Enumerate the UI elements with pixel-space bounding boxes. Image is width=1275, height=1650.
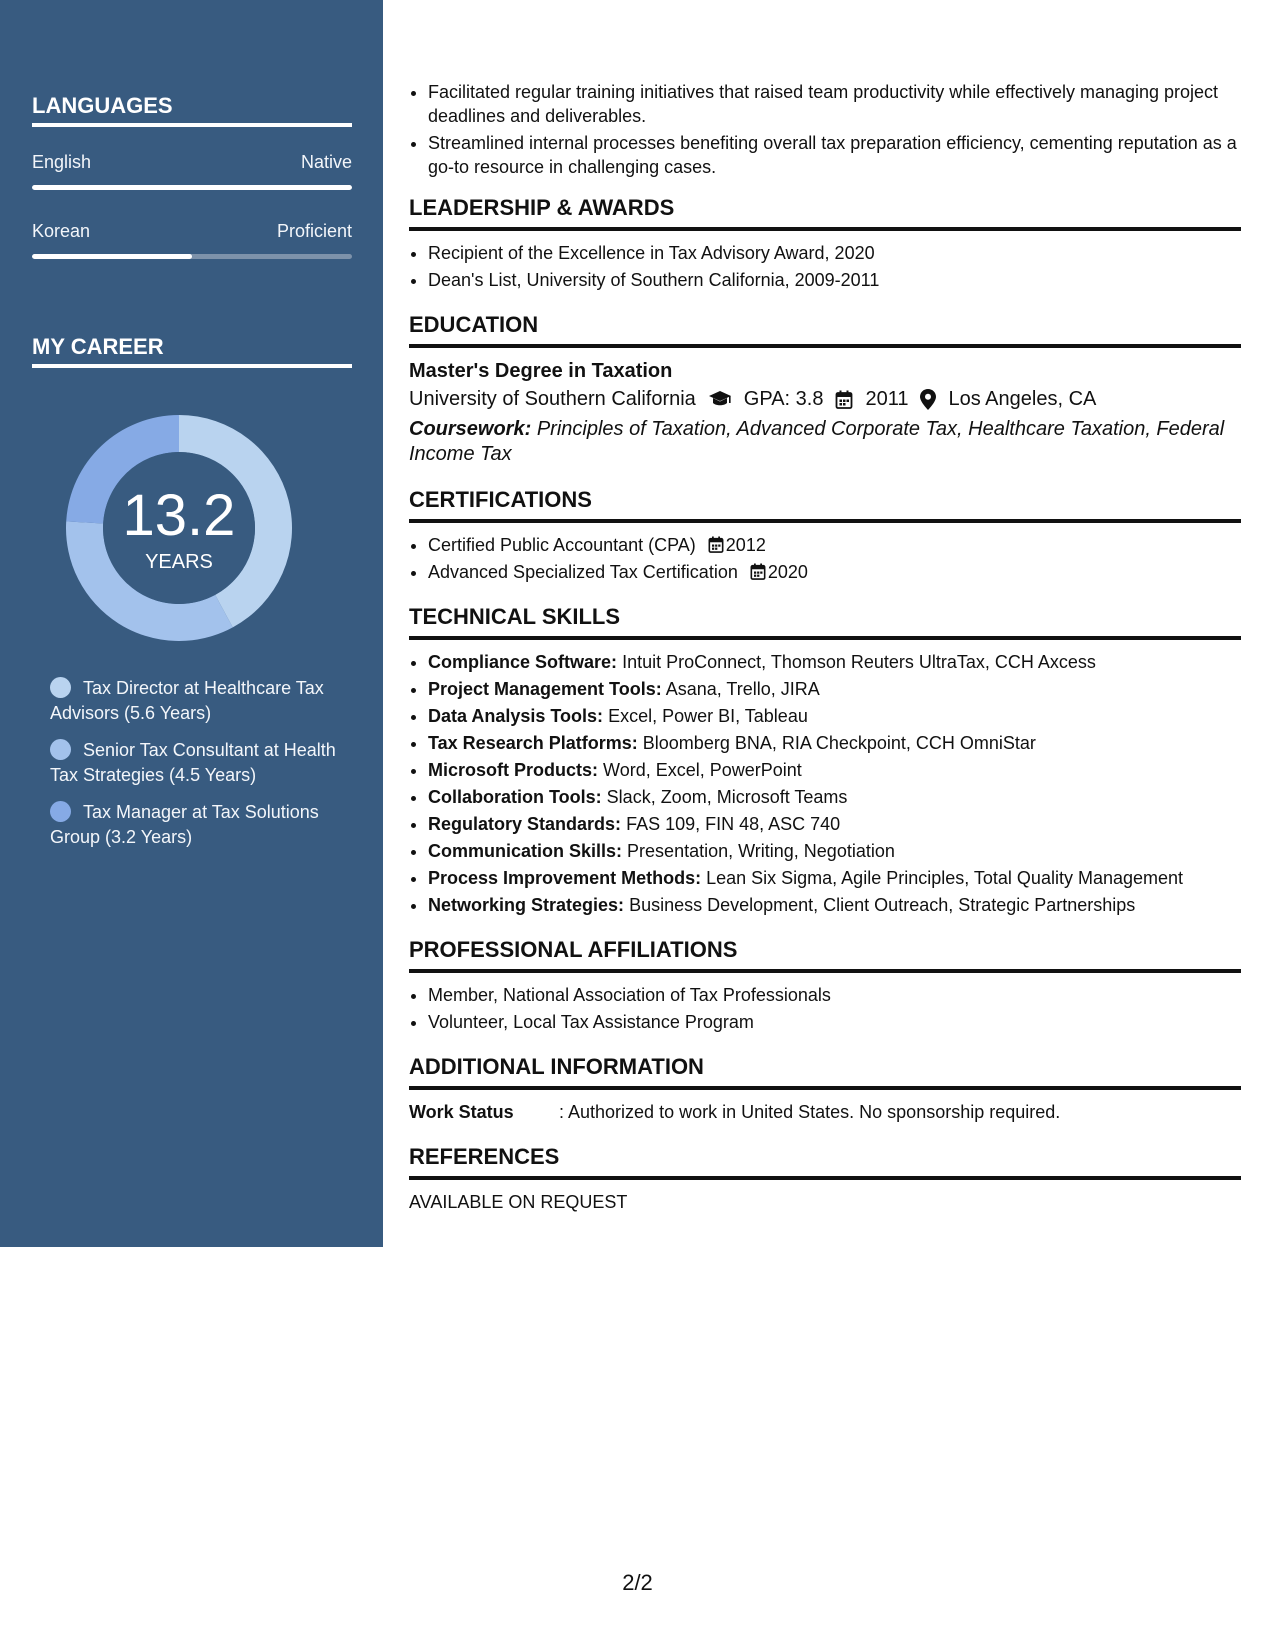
skill-value: Slack, Zoom, Microsoft Teams [606,787,848,807]
graduation-cap-icon [708,390,732,408]
school-location: Los Angeles, CA [948,388,1097,410]
skill-value: Lean Six Sigma, Agile Principles, Total Quality Management [706,868,1184,888]
skill-item [428,650,1241,674]
language-korean [32,221,352,259]
language-name: Korean [32,221,91,241]
affiliations-heading: PROFESSIONAL AFFILIATIONS [409,937,1241,973]
skill-value: Asana, Trello, JIRA [665,679,820,699]
skill-label: Process Improvement Methods: [428,868,702,888]
page-number: 2/2 [622,1570,653,1595]
main-content [409,80,1241,1214]
gpa: GPA: 3.8 [743,388,824,410]
language-proficiency-bar [32,254,352,259]
career-legend-label: Tax Manager at Tax Solutions Group (3.2 Years) [50,802,319,847]
certifications-list [409,533,1241,584]
career-legend-item [50,738,350,787]
sidebar [0,0,383,1247]
certification-item [428,560,1241,584]
certifications-heading: CERTIFICATIONS [409,487,1241,523]
career-legend [50,676,350,862]
career-legend-label: Tax Director at Healthcare Tax Advisors (5.6 Years) [50,678,324,723]
career-total-number: 13.2 [122,483,236,548]
graduation-year: 2011 [865,388,909,410]
skill-label: Project Management Tools: [428,679,662,699]
skills-list [409,650,1241,917]
legend-dot-icon [50,739,71,760]
language-proficiency-fill [32,185,352,190]
language-proficiency-fill [32,254,192,259]
coursework-label: Coursework: [409,418,532,440]
legend-dot-icon [50,677,71,698]
skill-item [428,704,1241,728]
school-name: University of Southern California [409,388,696,410]
certification-item [428,533,1241,557]
skill-value: Business Development, Client Outreach, Strategic Partnerships [629,895,1136,915]
career-legend-item [50,676,350,725]
references-heading: REFERENCES [409,1144,1241,1180]
skill-label: Compliance Software: [428,652,618,672]
skill-item [428,893,1241,917]
coursework-list: Principles of Taxation, Advanced Corporate Tax, Healthcare Taxation, Federal Income Tax [409,418,1225,465]
leadership-item: • Recipient of the Excellence in Tax Advisory Award, 2020 [428,241,1241,265]
calendar-icon [835,390,853,409]
skill-item [428,731,1241,755]
leadership-list [409,241,1241,292]
affiliation-item: • Member, National Association of Tax Professionals [428,983,1241,1007]
skill-value: Bloomberg BNA, RIA Checkpoint, CCH OmniStar [642,733,1036,753]
career-legend-item [50,800,350,849]
language-english [32,152,352,190]
work-status-row [409,1100,1241,1124]
skill-label: Regulatory Standards: [428,814,622,834]
skill-label: Data Analysis Tools: [428,706,604,726]
skill-item [428,812,1241,836]
career-heading: MY CAREER [32,334,352,368]
degree-title: Master's Degree in Taxation [409,360,673,382]
skill-label: Microsoft Products: [428,760,599,780]
work-status-value: : Authorized to work in United States. No sponsorship required. [559,1102,1061,1122]
skill-value: Intuit ProConnect, Thomson Reuters UltraTax, CCH Axcess [622,652,1096,672]
skill-label: Tax Research Platforms: [428,733,638,753]
leadership-heading: LEADERSHIP & AWARDS [409,195,1241,231]
certification-name: Advanced Specialized Tax Certification [428,562,738,582]
references-text: AVAILABLE ON REQUEST [409,1192,628,1212]
language-name: English [32,152,92,172]
coursework [409,417,1241,467]
skill-value: Presentation, Writing, Negotiation [627,841,895,861]
skill-item [428,866,1241,890]
skill-item [428,758,1241,782]
certification-name: Certified Public Accountant (CPA) [428,535,696,555]
languages-heading: LANGUAGES [32,93,352,127]
skill-value: Excel, Power BI, Tableau [608,706,808,726]
additional-info-heading: ADDITIONAL INFORMATION [409,1054,1241,1090]
education-heading: EDUCATION [409,312,1241,348]
career-total-unit: YEARS [145,551,213,573]
calendar-icon [750,563,766,580]
calendar-icon [708,536,724,553]
school-line [409,384,1241,414]
affiliations-list [409,983,1241,1034]
career-donut-chart [66,415,292,641]
leadership-item: • Dean's List, University of Southern California, 2009-2011 [428,268,1241,292]
skill-value: FAS 109, FIN 48, ASC 740 [626,814,841,834]
skill-item [428,677,1241,701]
skill-item [428,785,1241,809]
legend-dot-icon [50,801,71,822]
certification-year: 2020 [767,562,808,582]
language-level: Native [300,152,352,172]
experience-bullet: • Facilitated regular training initiatives that raised team productivity while effectively managing project deadlines and deliverables. [428,80,1241,128]
language-level: Proficient [276,221,352,241]
work-status-label: Work Status [409,1102,514,1122]
skill-label: Networking Strategies: [428,895,625,915]
experience-bullets [409,80,1241,179]
certification-year: 2012 [725,535,766,555]
career-legend-label: Senior Tax Consultant at Health Tax Strategies (4.5 Years) [50,740,336,785]
skill-label: Communication Skills: [428,841,623,861]
language-proficiency-bar [32,185,352,190]
skills-heading: TECHNICAL SKILLS [409,604,1241,640]
experience-bullet: • Streamlined internal processes benefiting overall tax preparation efficiency, cementing reputation as a go-to resource in challenging cases. [428,131,1241,179]
skill-item [428,839,1241,863]
skill-label: Collaboration Tools: [428,787,602,807]
location-pin-icon [920,389,936,410]
skill-value: Word, Excel, PowerPoint [603,760,802,780]
affiliation-item: • Volunteer, Local Tax Assistance Program [428,1010,1241,1034]
